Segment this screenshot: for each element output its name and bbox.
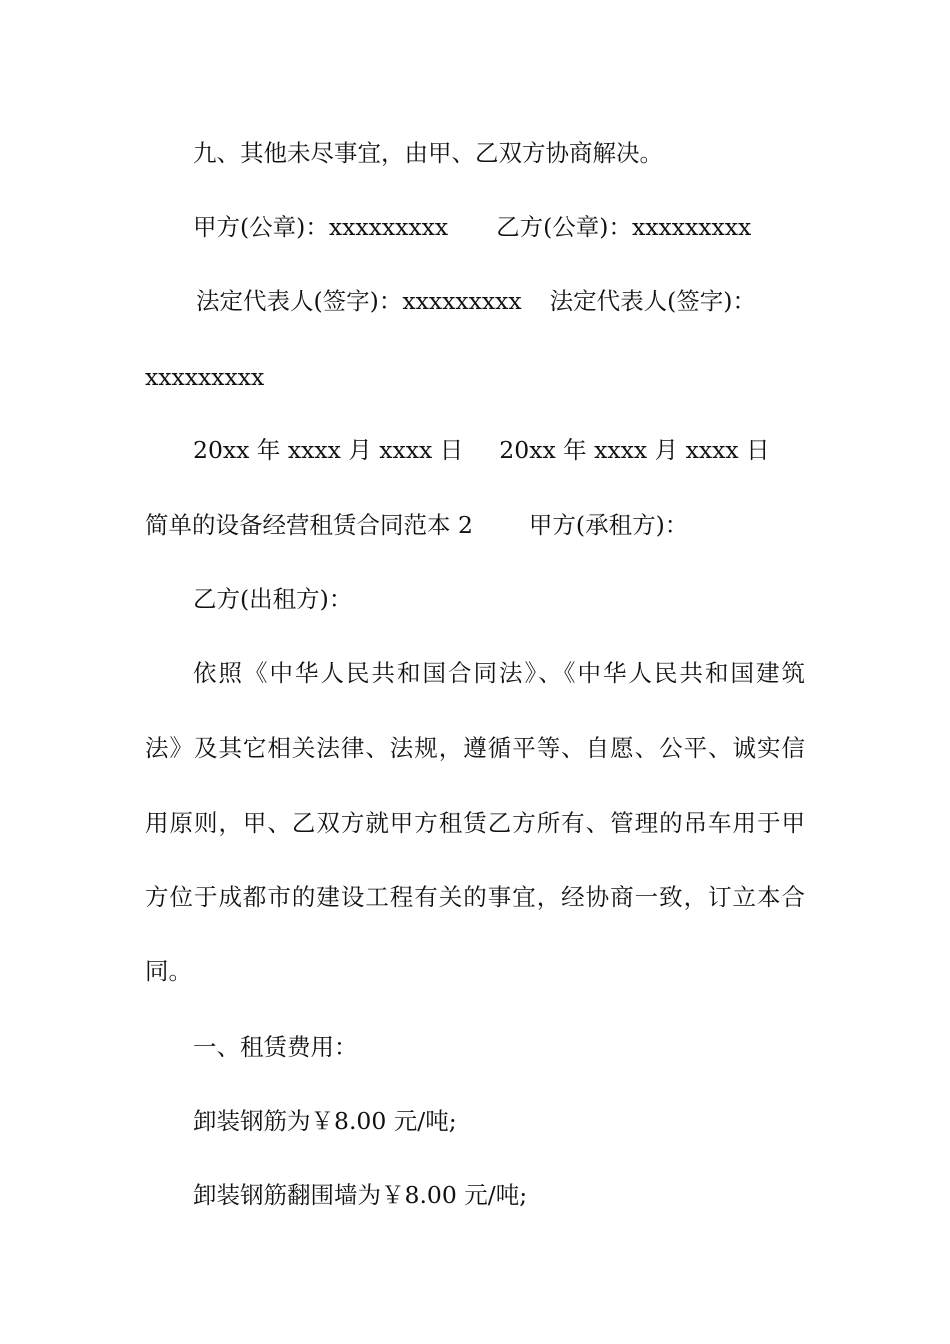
fee-rebar-wall: 卸装钢筋翻围墙为￥8.00 元/吨; [193,1181,528,1209]
party-a-seal-label: 甲方(公章)： [193,213,329,241]
seal-line [193,213,752,241]
party-b-date: 20xx 年 xxxx 月 xxxx 日 [499,436,770,464]
representative-line [196,287,756,315]
party-b-rep-value: xxxxxxxxx [145,363,265,391]
party-a-lessee: 甲方(承租方)： [528,511,689,539]
intro-line-3: 用原则，甲、乙双方就甲方租赁乙方所有、管理的吊车用于甲 [145,809,805,837]
party-a-date: 20xx 年 xxxx 月 xxxx 日 [193,436,464,464]
intro-line-5: 同。 [145,957,192,985]
section-title: 简单的设备经营租赁合同范本 2 [145,511,473,539]
party-a-rep-value: xxxxxxxxx [402,287,522,315]
paragraph-item-9: 九、其他未尽事宜，由甲、乙双方协商解决。 [193,139,663,167]
party-a-seal-value: xxxxxxxxx [328,213,449,241]
party-b-seal-label: 乙方(公章)： [496,213,632,241]
party-b-seal-value: xxxxxxxxx [631,213,752,241]
date-line [193,436,770,464]
fee-rebar: 卸装钢筋为￥8.00 元/吨; [193,1107,457,1135]
party-a-rep-label: 法定代表人(签字)： [196,287,403,315]
clause-1-title: 一、租赁费用： [193,1033,358,1061]
intro-line-1: 依照《中华人民共和国合同法》、《中华人民共和国建筑 [193,659,805,687]
intro-line-2: 法》及其它相关法律、法规，遵循平等、自愿、公平、诚实信 [145,734,805,762]
section-title-line [145,511,689,539]
intro-line-4: 方位于成都市的建设工程有关的事宜，经协商一致，订立本合 [145,883,805,911]
party-b-lessor: 乙方(出租方)： [193,585,353,613]
party-b-rep-label: 法定代表人(签字)： [549,287,756,315]
